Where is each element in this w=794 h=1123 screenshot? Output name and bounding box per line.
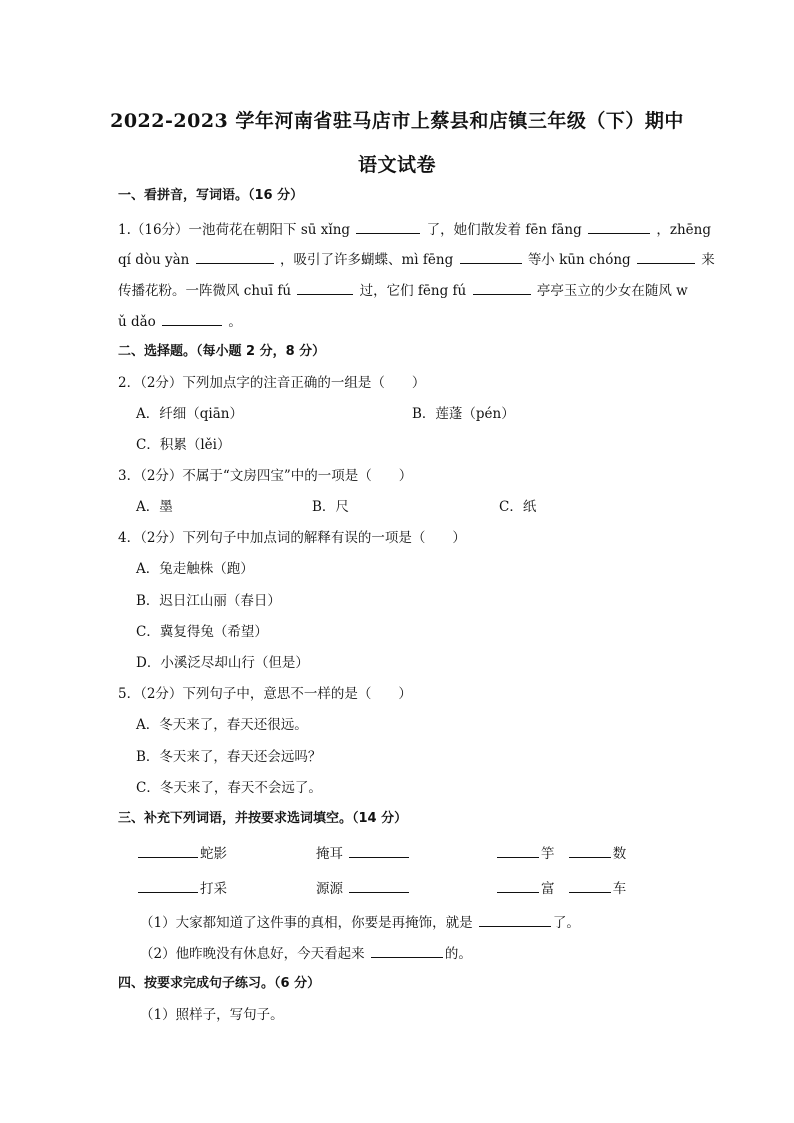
answer-blank[interactable] xyxy=(138,843,198,858)
q1-text: 来 xyxy=(701,252,715,268)
section2-heading: 二、选择题。（每小题 2 分，8 分） xyxy=(118,344,326,359)
q1-text: ，zhēng xyxy=(656,222,712,238)
answer-blank[interactable] xyxy=(196,249,274,264)
q1-text: 亭亭玉立的少女在随风 w xyxy=(536,283,688,299)
q4-stem: 4．（2分）下列句子中加点词的解释有误的一项是（ ） xyxy=(118,530,466,546)
q1-text: 过，它们 fēng fú xyxy=(359,283,467,299)
q1-line4 xyxy=(118,311,242,332)
idiom-4 xyxy=(136,878,227,899)
q4-option-b[interactable]: B．迟日江山丽（春日） xyxy=(136,593,281,609)
answer-blank[interactable] xyxy=(588,219,650,234)
answer-blank[interactable] xyxy=(637,249,695,264)
exam-title-line2: 语文试卷 xyxy=(357,154,436,176)
sentence-text: （1）大家都知道了这件事的真相，你要是再掩饰，就是 xyxy=(140,915,473,931)
answer-blank[interactable] xyxy=(349,843,409,858)
q1-text: qí dòu yàn xyxy=(118,252,190,268)
idiom-text: 竽 xyxy=(541,846,555,862)
q2-stem: 2．（2分）下列加点字的注音正确的一组是（ ） xyxy=(118,375,426,391)
answer-blank[interactable] xyxy=(569,878,611,893)
idiom-text: 车 xyxy=(612,881,627,897)
q1-line3 xyxy=(118,280,688,301)
q3-stem: 3．（2分）不属于“文房四宝”中的一项是（ ） xyxy=(118,468,413,484)
answer-blank[interactable] xyxy=(138,878,198,893)
fill-sentence-2 xyxy=(140,943,472,964)
idiom-2 xyxy=(316,843,411,864)
idiom-3 xyxy=(495,843,626,864)
q1-line1 xyxy=(118,219,711,240)
idiom-6 xyxy=(495,878,626,899)
idiom-text: 蛇影 xyxy=(200,846,227,862)
q4-option-a[interactable]: A．兔走触株（跑） xyxy=(136,561,254,577)
section1-heading: 一、看拼音，写词语。（16 分） xyxy=(118,188,304,203)
q5-option-b[interactable]: B．冬天来了，春天还会远吗？ xyxy=(136,749,322,765)
sentence-text: 了。 xyxy=(552,915,580,931)
q3-option-a[interactable]: A．墨 xyxy=(136,499,173,515)
idiom-text: 打采 xyxy=(200,881,227,897)
q2-option-b[interactable]: B．莲蓬（pén） xyxy=(412,406,515,422)
answer-blank[interactable] xyxy=(460,249,522,264)
q4-option-c[interactable]: C．冀复得兔（希望） xyxy=(136,624,268,640)
idiom-text: 数 xyxy=(612,846,627,862)
q1-text: 传播花粉。一阵微风 chuī fú xyxy=(118,283,292,299)
answer-blank[interactable] xyxy=(479,912,551,927)
sentence-text: （2）他昨晚没有休息好，今天看起来 xyxy=(140,946,365,962)
fill-sentence-1 xyxy=(140,912,580,933)
answer-blank[interactable] xyxy=(297,280,353,295)
q1-text: 。 xyxy=(228,314,242,330)
q2-option-a[interactable]: A．纤细（qiān） xyxy=(136,406,243,422)
idiom-text: 富 xyxy=(541,881,555,897)
q1-text: 等小 kūn chóng xyxy=(527,252,631,268)
answer-blank[interactable] xyxy=(569,843,611,858)
idiom-text: 源源 xyxy=(316,881,343,897)
q4-option-d[interactable]: D．小溪泛尽却山行（但是） xyxy=(136,655,309,671)
q3-option-b[interactable]: B．尺 xyxy=(312,499,349,515)
q1-text: 1.（16分）一池荷花在朝阳下 sū xǐng xyxy=(118,222,351,238)
section4-heading: 四、按要求完成句子练习。（6 分） xyxy=(118,976,321,991)
answer-blank[interactable] xyxy=(162,311,222,326)
answer-blank[interactable] xyxy=(497,843,539,858)
idiom-1 xyxy=(136,843,227,864)
q1-text: ǔ dǎo xyxy=(118,314,156,330)
answer-blank[interactable] xyxy=(371,943,443,958)
q2-option-c[interactable]: C．积累（lěi） xyxy=(136,437,231,453)
answer-blank[interactable] xyxy=(356,219,420,234)
answer-blank[interactable] xyxy=(349,878,409,893)
answer-blank[interactable] xyxy=(473,280,531,295)
q5-option-c[interactable]: C．冬天来了，春天不会远了。 xyxy=(136,780,322,796)
idiom-text: 掩耳 xyxy=(316,846,343,862)
sentence-text: 的。 xyxy=(444,946,472,962)
answer-blank[interactable] xyxy=(497,878,539,893)
section4-subheading: （1）照样子，写句子。 xyxy=(140,1007,284,1023)
q5-stem: 5．（2分）下列句子中，意思不一样的是（ ） xyxy=(118,686,412,702)
exam-title-line1: 2022-2023 学年河南省驻马店市上蔡县和店镇三年级（下）期中 xyxy=(110,110,684,132)
section3-heading: 三、补充下列词语，并按要求选词填空。（14 分） xyxy=(118,811,408,826)
q5-option-a[interactable]: A．冬天来了，春天还很远。 xyxy=(136,717,308,733)
idiom-5 xyxy=(316,878,411,899)
q1-line2 xyxy=(118,249,715,270)
q3-option-c[interactable]: C．纸 xyxy=(499,499,537,515)
q1-text: 了，她们散发着 fēn fāng xyxy=(426,222,582,238)
q1-text: ，吸引了许多蝴蝶、mì fēng xyxy=(279,252,454,268)
